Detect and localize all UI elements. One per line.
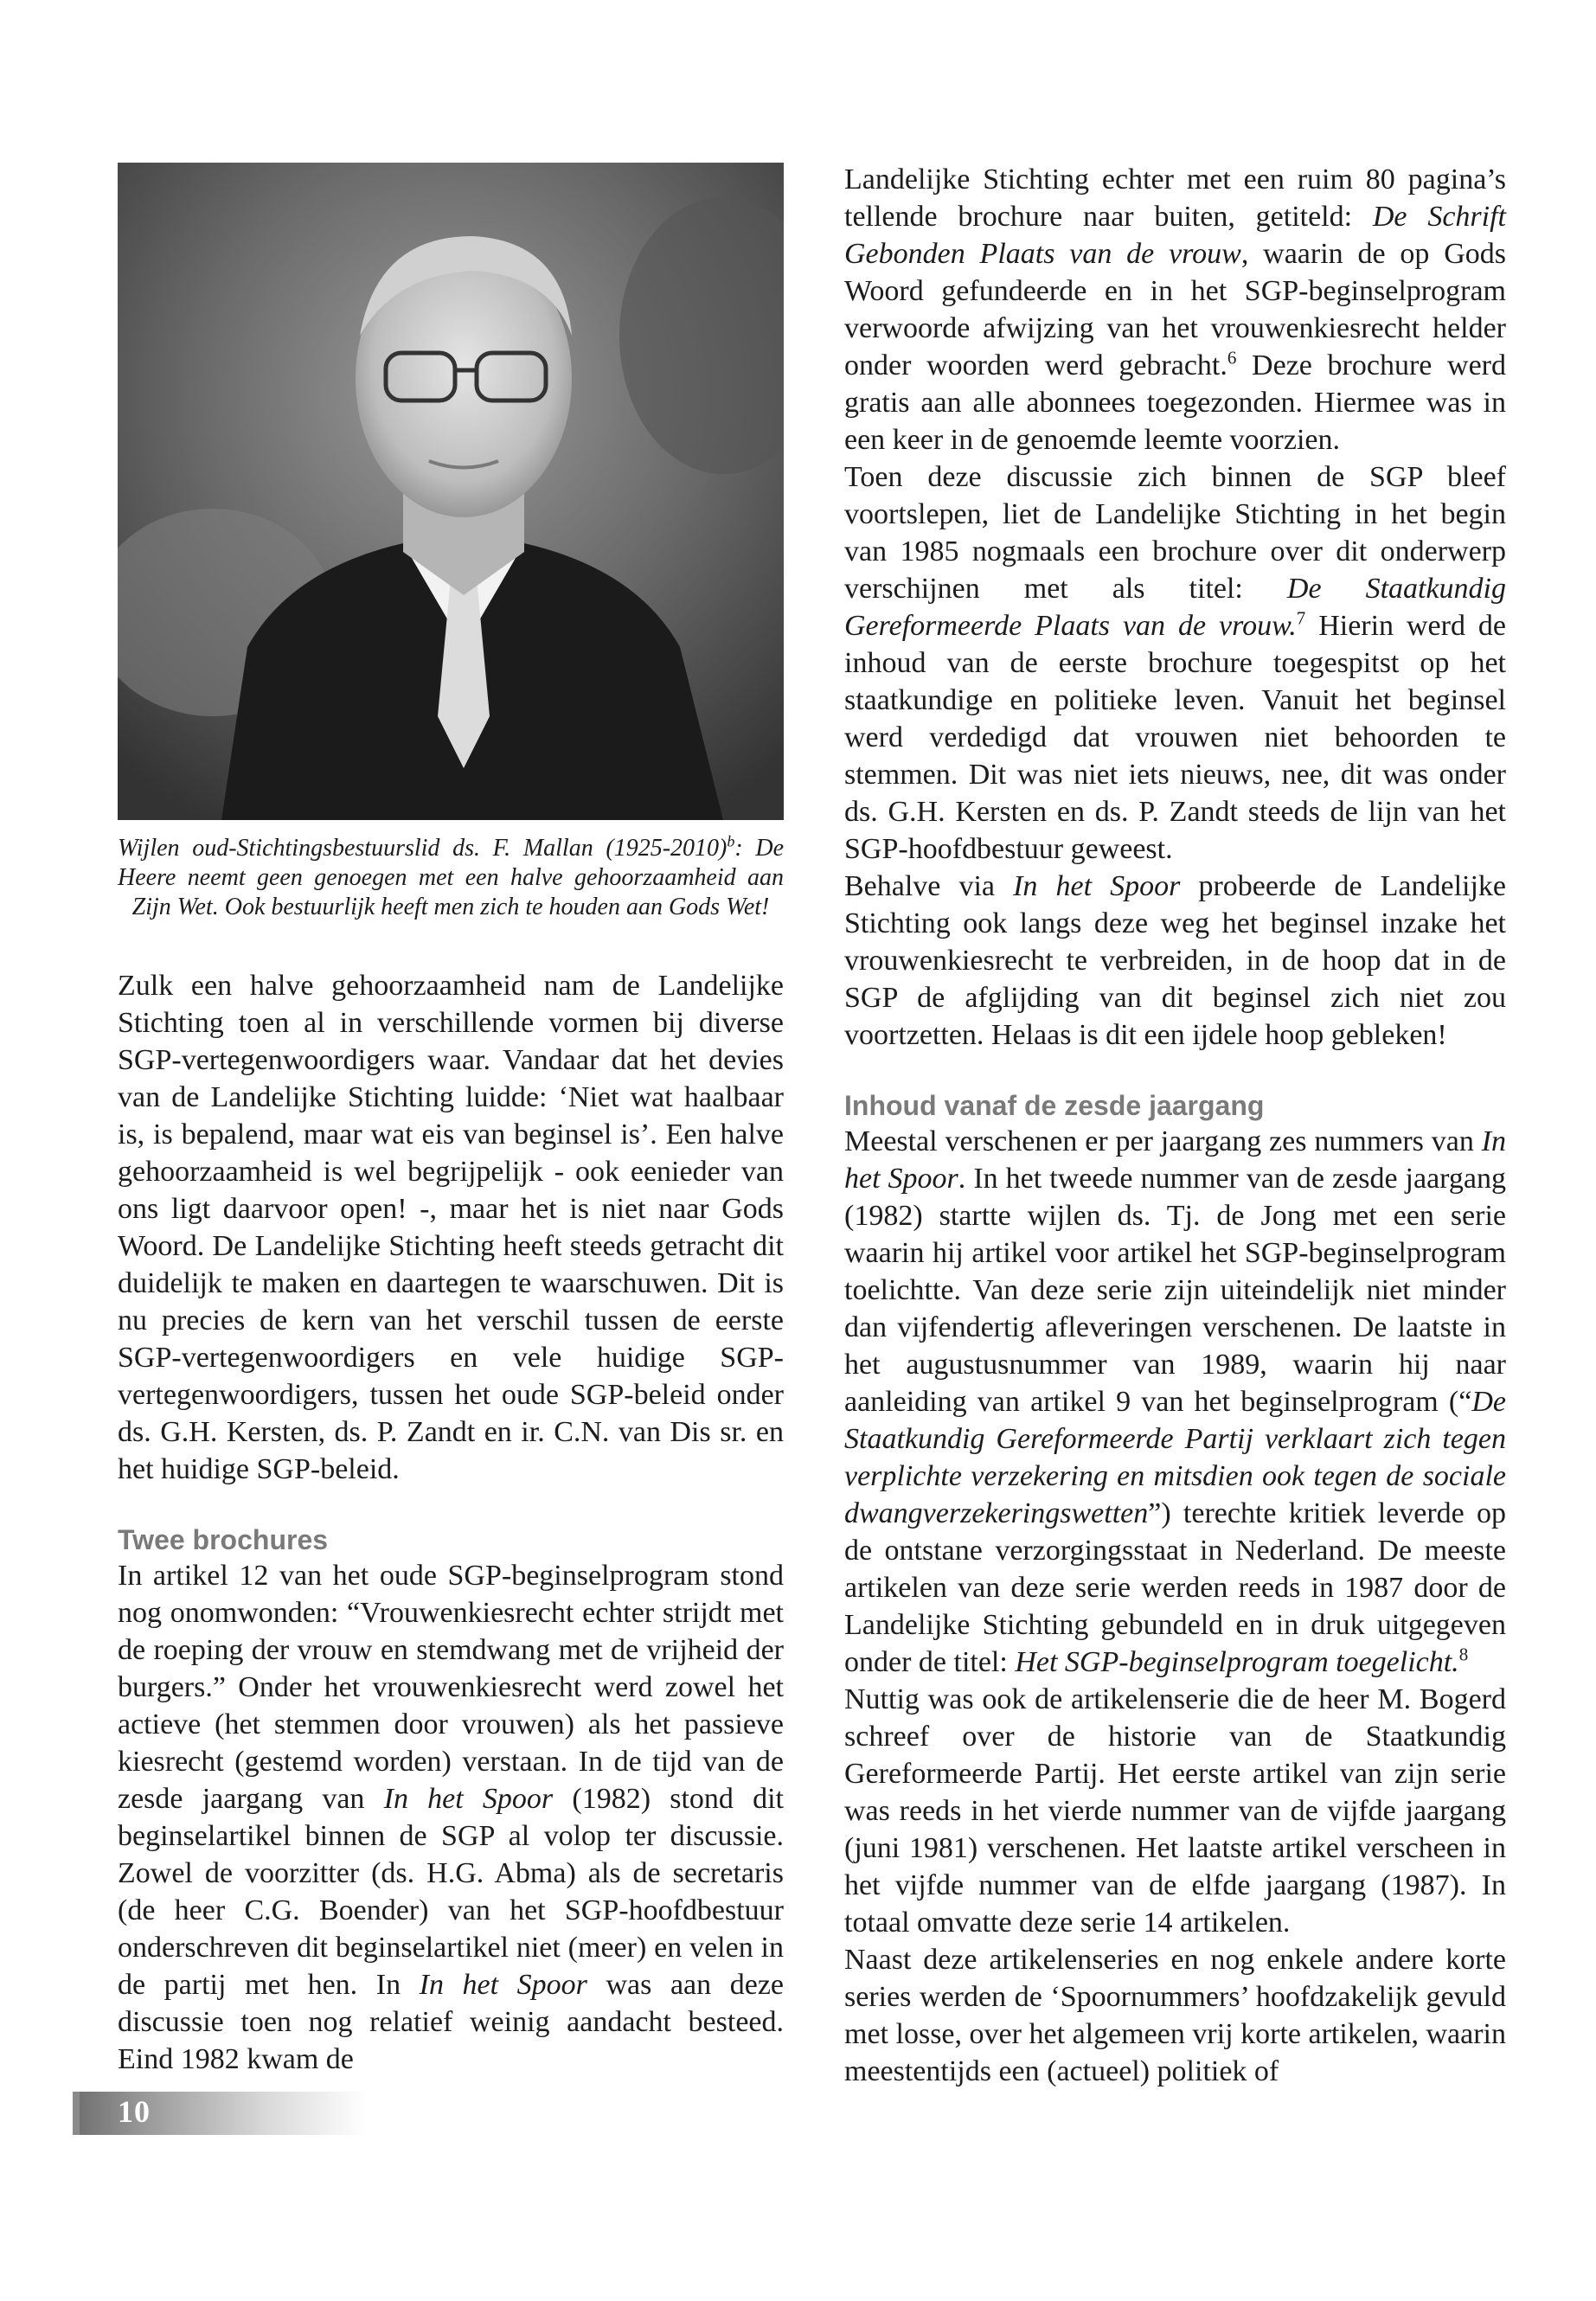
right-paragraph-3: Behalve via In het Spoor probeerde de Landelijke Stichting ook langs deze weg het beginsel inzake het vrouwenkiesrecht te verbreiden, in de hoop dat in de SGP de afglijding van dit beginsel zich niet zou voortzetten. Helaas is dit een ijdele hoop gebleken! [844, 870, 1507, 1051]
footer-bar-tick [73, 2092, 80, 2135]
left-paragraph-2: In artikel 12 van het oude SGP-beginselprogram stond nog onomwonden: “Vrouwenkiesrecht echter strijdt met de roeping der vrouw en stemdwang met de vrijheid der burgers.” Onder het vrouwenkiesrecht werd zowel het actieve (het stemmen door vrouwen) als het passieve kiesrecht (gestemd worden) verstaan. In de tijd van de zesde jaargang van In het Spoor (1982) stond dit beginselartikel binnen de SGP al volop ter discussie. Zowel de voorzitter (ds. H.G. Abma) als de secretaris (de heer C.G. Boender) van het SGP-hoofdbestuur onderschreven dit beginselartikel niet (meer) en velen in de partij met hen. In In het Spoor was aan deze discussie toen nog relatief weinig aandacht besteed. Eind 1982 kwam de [118, 1560, 785, 2075]
right-paragraph-5: Nuttig was ook de artikelenserie die de heer M. Bogerd schreef over de historie van de Staatkundig Gereformeerde Partij. Het eerste artikel van zijn serie was reeds in het vierde nummer van de vijfde jaargang (juni 1981) verschenen. Het laatste artikel verscheen in het vijfde nummer van de elfde jaargang (1987). In totaal omvatte deze serie 14 artikelen. [844, 1683, 1506, 1939]
page-number: 10 [118, 2094, 151, 2129]
photo-caption: Wijlen oud-Stichtingsbestuurslid ds. F. Mallan (1925-2010)$^b$: De Heere neemt geen genoegen met een halve gehoorzaamheid aan Zijn Wet. Ook bestuurlijk heeft men zich te houden aan Gods Wet! [118, 832, 784, 920]
portrait-photo [118, 163, 784, 820]
right-paragraph-6: Naast deze artikelenseries en nog enkele andere korte series werden de ‘Spoornummers’ hoofdzakelijk gevuld met losse, over het algemeen vrij korte artikelen, waarin meestentijds een (actueel) politiek of [844, 1944, 1506, 2087]
right-paragraph-4: Meestal verschenen er per jaargang zes nummers van In het Spoor. In het tweede nummer van de zesde jaargang (1982) startte wijlen ds. Tj. de Jong met een serie waarin hij artikel voor artikel het SGP-beginselprogram toelichtte. Van deze serie zijn uiteindelijk niet minder dan vijfendertig afleveringen verschenen. De laatste in het augustusnummer van 1989, waarin hij naar aanleiding van artikel 9 van het beginselprogram (“De Staatkundig Gereformeerde Partij verklaart zich tegen verplichte verzekering en mitsdien ook tegen de sociale dwangverzekeringswetten”) terechte kritiek leverde op de ontstane verzorgingsstaat in Nederland. De meeste artikelen van deze serie werden reeds in 1987 door de Landelijke Stichting gebundeld en in druk uitgegeven onder de titel: Het SGP-beginselprogram toegelicht.$^8$ [844, 1125, 1506, 1678]
section-heading-twee-brochures: Twee brochures [118, 1524, 329, 1555]
right-paragraph-2: Toen deze discussie zich binnen de SGP bleef voortslepen, liet de Landelijke Stichting in het begin van 1985 nogmaals een brochure over dit onderwerp verschijnen met als titel: De Staatkundig Gereformeerde Plaats van de vrouw.$^7$ Hierin werd de inhoud van de eerste brochure toegespitst op het staatkundige en politieke leven. Vanuit het beginsel werd verdedigd dat vrouwen niet behoorden te stemmen. Dit was niet iets nieuws, nee, dit was onder ds. G.H. Kersten en ds. P. Zandt steeds de lijn van het SGP-hoofdbestuur geweest. [844, 461, 1507, 865]
left-column [118, 163, 784, 2078]
left-paragraph-1: Zulk een halve gehoorzaamheid nam de Landelijke Stichting toen al in verschillende vormen bij diverse SGP-vertegenwoordigers waar. Vandaar dat het devies van de Landelijke Stichting luidde: ‘Niet wat haalbaar is, is bepalend, maar wat eis van beginsel is’. Een halve gehoorzaamheid is wel begrijpelijk - ook eenieder van ons ligt daarvoor open! -, maar het is niet naar Gods Woord. De Landelijke Stichting heeft steeds getracht dit duidelijk te maken en daartegen te waarschuwen. Dit is nu precies de kern van het verschil tussen de eerste SGP-vertegenwoordigers en vele huidige SGP-vertegenwoordigers, tussen het oude SGP-beleid onder ds. G.H. Kersten, ds. P. Zandt en ir. C.N. van Dis sr. en het huidige SGP-beleid. [118, 970, 784, 1485]
footer-page-bar [73, 2092, 367, 2135]
right-column [844, 161, 1506, 2090]
section-heading-inhoud: Inhoud vanaf de zesde jaargang [844, 1090, 1265, 1121]
right-paragraph-1: Landelijke Stichting echter met een ruim 80 pagina’s tellende brochure naar buiten, getiteld: De Schrift Gebonden Plaats van de vrouw, waarin de op Gods Woord gefundeerde en in het SGP-beginselprogram verwoorde afwijzing van het vrouwenkiesrecht helder onder woorden werd gebracht.$^6$ Deze brochure werd gratis aan alle abonnees toegezonden. Hiermee was in een keer in de genoemde leemte voorzien. [844, 163, 1507, 456]
portrait-illustration [118, 163, 784, 820]
